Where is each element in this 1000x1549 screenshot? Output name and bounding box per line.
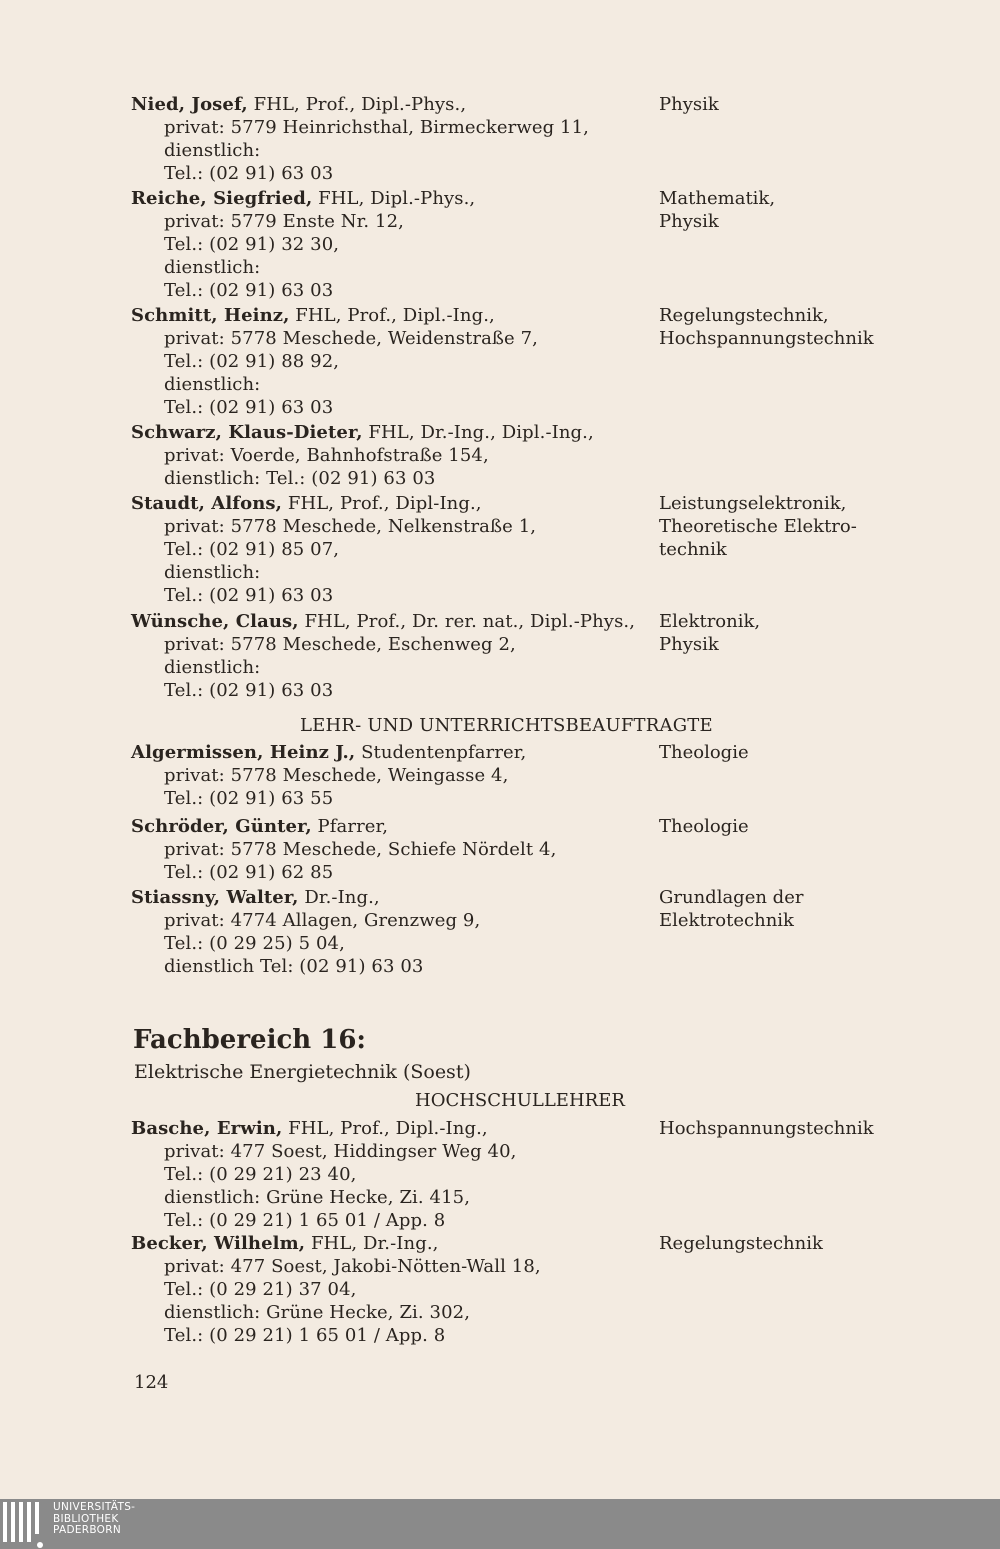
person-title: FHL, Prof., Dr. rer. nat., Dipl.-Phys., bbox=[298, 611, 636, 632]
subject-area bbox=[659, 187, 775, 233]
directory-entry bbox=[131, 421, 991, 490]
person-name: Reiche, Siegfried, bbox=[131, 188, 313, 209]
subject-line: Grundlagen der bbox=[659, 887, 804, 908]
contact-line: Tel.: (02 91) 63 55 bbox=[164, 788, 334, 809]
subject-line: Elektrotechnik bbox=[659, 910, 794, 931]
contact-line: Tel.: (0 29 21) 1 65 01 / App. 8 bbox=[164, 1210, 446, 1231]
contact-line: Tel.: (02 91) 32 30, bbox=[164, 234, 340, 255]
library-logo-icon bbox=[3, 1502, 43, 1546]
contact-line: dienstlich: bbox=[164, 657, 261, 678]
contact-line: Tel.: (02 91) 88 92, bbox=[164, 351, 340, 372]
contact-line: privat: 5778 Meschede, Nelkenstraße 1, bbox=[164, 516, 537, 537]
contact-line: Tel.: (02 91) 85 07, bbox=[164, 539, 340, 560]
person-name: Schmitt, Heinz, bbox=[131, 305, 290, 326]
person-name: Schröder, Günter, bbox=[131, 816, 312, 837]
person-name: Wünsche, Claus, bbox=[131, 611, 299, 632]
person-name: Algermissen, Heinz J., bbox=[131, 742, 356, 763]
fachbereich-subtitle: Elektrische Energietechnik (Soest) bbox=[134, 1061, 471, 1083]
subject-line: Physik bbox=[659, 634, 719, 655]
directory-entry bbox=[131, 610, 991, 702]
contact-line: privat: 4774 Allagen, Grenzweg 9, bbox=[164, 910, 481, 931]
person-title: FHL, Prof., Dipl-Ing., bbox=[282, 493, 482, 514]
person-name: Staudt, Alfons, bbox=[131, 493, 283, 514]
entry-name-line bbox=[131, 421, 991, 444]
section-heading-lehrbeauftragte: LEHR- UND UNTERRICHTSBEAUFTRAGTE bbox=[300, 715, 713, 736]
directory-entry bbox=[131, 187, 991, 302]
subject-line: technik bbox=[659, 539, 727, 560]
contact-line: dienstlich: bbox=[164, 140, 261, 161]
contact-line: dienstlich: bbox=[164, 562, 261, 583]
contact-line: Tel.: (02 91) 62 85 bbox=[164, 862, 334, 883]
subject-line: Hochspannungstechnik bbox=[659, 1118, 874, 1139]
directory-entry bbox=[131, 886, 991, 978]
subject-line: Theologie bbox=[659, 816, 749, 837]
contact-line: dienstlich: bbox=[164, 257, 261, 278]
subject-area bbox=[659, 886, 803, 932]
subject-line: Theologie bbox=[659, 742, 749, 763]
contact-line: Tel.: (0 29 21) 1 65 01 / App. 8 bbox=[164, 1325, 446, 1346]
entry-name-line bbox=[131, 886, 991, 909]
entry-name-line bbox=[131, 93, 991, 116]
person-name: Nied, Josef, bbox=[131, 94, 248, 115]
library-footer-bar bbox=[0, 1499, 1000, 1549]
library-name-line: UNIVERSITÄTS- bbox=[53, 1501, 136, 1513]
subject-line: Physik bbox=[659, 94, 719, 115]
entry-name-line bbox=[131, 1232, 991, 1255]
contact-line: Tel.: (02 91) 63 03 bbox=[164, 163, 334, 184]
directory-entry bbox=[131, 93, 991, 185]
subject-area bbox=[659, 741, 749, 764]
subject-line: Elektronik, bbox=[659, 611, 761, 632]
contact-line: Tel.: (02 91) 63 03 bbox=[164, 397, 334, 418]
contact-line: Tel.: (02 91) 63 03 bbox=[164, 280, 334, 301]
subject-line: Leistungselektronik, bbox=[659, 493, 847, 514]
person-title: FHL, Prof., Dipl.-Ing., bbox=[282, 1118, 488, 1139]
contact-line: privat: 5779 Heinrichsthal, Birmeckerweg 11, bbox=[164, 117, 589, 138]
contact-line: privat: 5778 Meschede, Weidenstraße 7, bbox=[164, 328, 538, 349]
directory-entry bbox=[131, 741, 991, 810]
subject-area bbox=[659, 492, 857, 561]
person-title: FHL, Dipl.-Phys., bbox=[312, 188, 476, 209]
contact-line: dienstlich: Tel.: (02 91) 63 03 bbox=[164, 468, 436, 489]
person-title: Pfarrer, bbox=[311, 816, 389, 837]
subject-area bbox=[659, 815, 749, 838]
subject-area bbox=[659, 1232, 823, 1255]
entry-name-line bbox=[131, 187, 991, 210]
fachbereich-title: Fachbereich 16: bbox=[133, 1025, 367, 1055]
person-title: FHL, Prof., Dipl.-Phys., bbox=[247, 94, 467, 115]
person-name: Schwarz, Klaus-Dieter, bbox=[131, 422, 363, 443]
directory-entry bbox=[131, 492, 991, 607]
subject-line: Regelungstechnik, bbox=[659, 305, 829, 326]
subject-line: Mathematik, bbox=[659, 188, 776, 209]
library-name bbox=[53, 1502, 135, 1537]
directory-entry bbox=[131, 1232, 991, 1347]
directory-entry bbox=[131, 815, 991, 884]
contact-line: Tel.: (0 29 21) 23 40, bbox=[164, 1164, 357, 1185]
entry-name-line bbox=[131, 610, 991, 633]
contact-line: privat: 477 Soest, Jakobi-Nötten-Wall 18, bbox=[164, 1256, 541, 1277]
contact-line: dienstlich: Grüne Hecke, Zi. 302, bbox=[164, 1302, 471, 1323]
contact-line: Tel.: (0 29 25) 5 04, bbox=[164, 933, 345, 954]
subject-line: Regelungstechnik bbox=[659, 1233, 823, 1254]
subject-area bbox=[659, 93, 719, 116]
entry-name-line bbox=[131, 741, 991, 764]
contact-line: dienstlich: bbox=[164, 374, 261, 395]
contact-line: privat: Voerde, Bahnhofstraße 154, bbox=[164, 445, 489, 466]
person-name: Becker, Wilhelm, bbox=[131, 1233, 306, 1254]
contact-line: Tel.: (0 29 21) 37 04, bbox=[164, 1279, 357, 1300]
contact-line: privat: 5778 Meschede, Eschenweg 2, bbox=[164, 634, 516, 655]
page-number: 124 bbox=[134, 1372, 169, 1393]
library-name-line: BIBLIOTHEK bbox=[53, 1512, 119, 1525]
contact-line: dienstlich Tel: (02 91) 63 03 bbox=[164, 956, 424, 977]
entry-name-line bbox=[131, 815, 991, 838]
entry-name-line bbox=[131, 492, 991, 515]
contact-line: Tel.: (02 91) 63 03 bbox=[164, 585, 334, 606]
contact-line: dienstlich: Grüne Hecke, Zi. 415, bbox=[164, 1187, 471, 1208]
contact-line: privat: 5778 Meschede, Schiefe Nördelt 4, bbox=[164, 839, 557, 860]
directory-entry bbox=[131, 304, 991, 419]
subject-area bbox=[659, 1117, 874, 1140]
subject-area bbox=[659, 610, 760, 656]
section-heading-hochschullehrer: HOCHSCHULLEHRER bbox=[415, 1090, 625, 1111]
person-name: Basche, Erwin, bbox=[131, 1118, 283, 1139]
contact-line: privat: 5778 Meschede, Weingasse 4, bbox=[164, 765, 509, 786]
subject-line: Hochspannungstechnik bbox=[659, 328, 874, 349]
person-title: Dr.-Ing., bbox=[298, 887, 380, 908]
contact-line: privat: 477 Soest, Hiddingser Weg 40, bbox=[164, 1141, 517, 1162]
directory-entry bbox=[131, 1117, 991, 1232]
library-name-line: PADERBORN bbox=[53, 1524, 121, 1536]
subject-line: Theoretische Elektro- bbox=[659, 516, 857, 537]
person-name: Stiassny, Walter, bbox=[131, 887, 299, 908]
person-title: FHL, Dr.-Ing., bbox=[305, 1233, 439, 1254]
contact-line: Tel.: (02 91) 63 03 bbox=[164, 680, 334, 701]
person-title: FHL, Dr.-Ing., Dipl.-Ing., bbox=[362, 422, 594, 443]
person-title: Studentenpfarrer, bbox=[355, 742, 527, 763]
subject-area bbox=[659, 304, 874, 350]
subject-line: Physik bbox=[659, 211, 719, 232]
person-title: FHL, Prof., Dipl.-Ing., bbox=[289, 305, 495, 326]
contact-line: privat: 5779 Enste Nr. 12, bbox=[164, 211, 404, 232]
